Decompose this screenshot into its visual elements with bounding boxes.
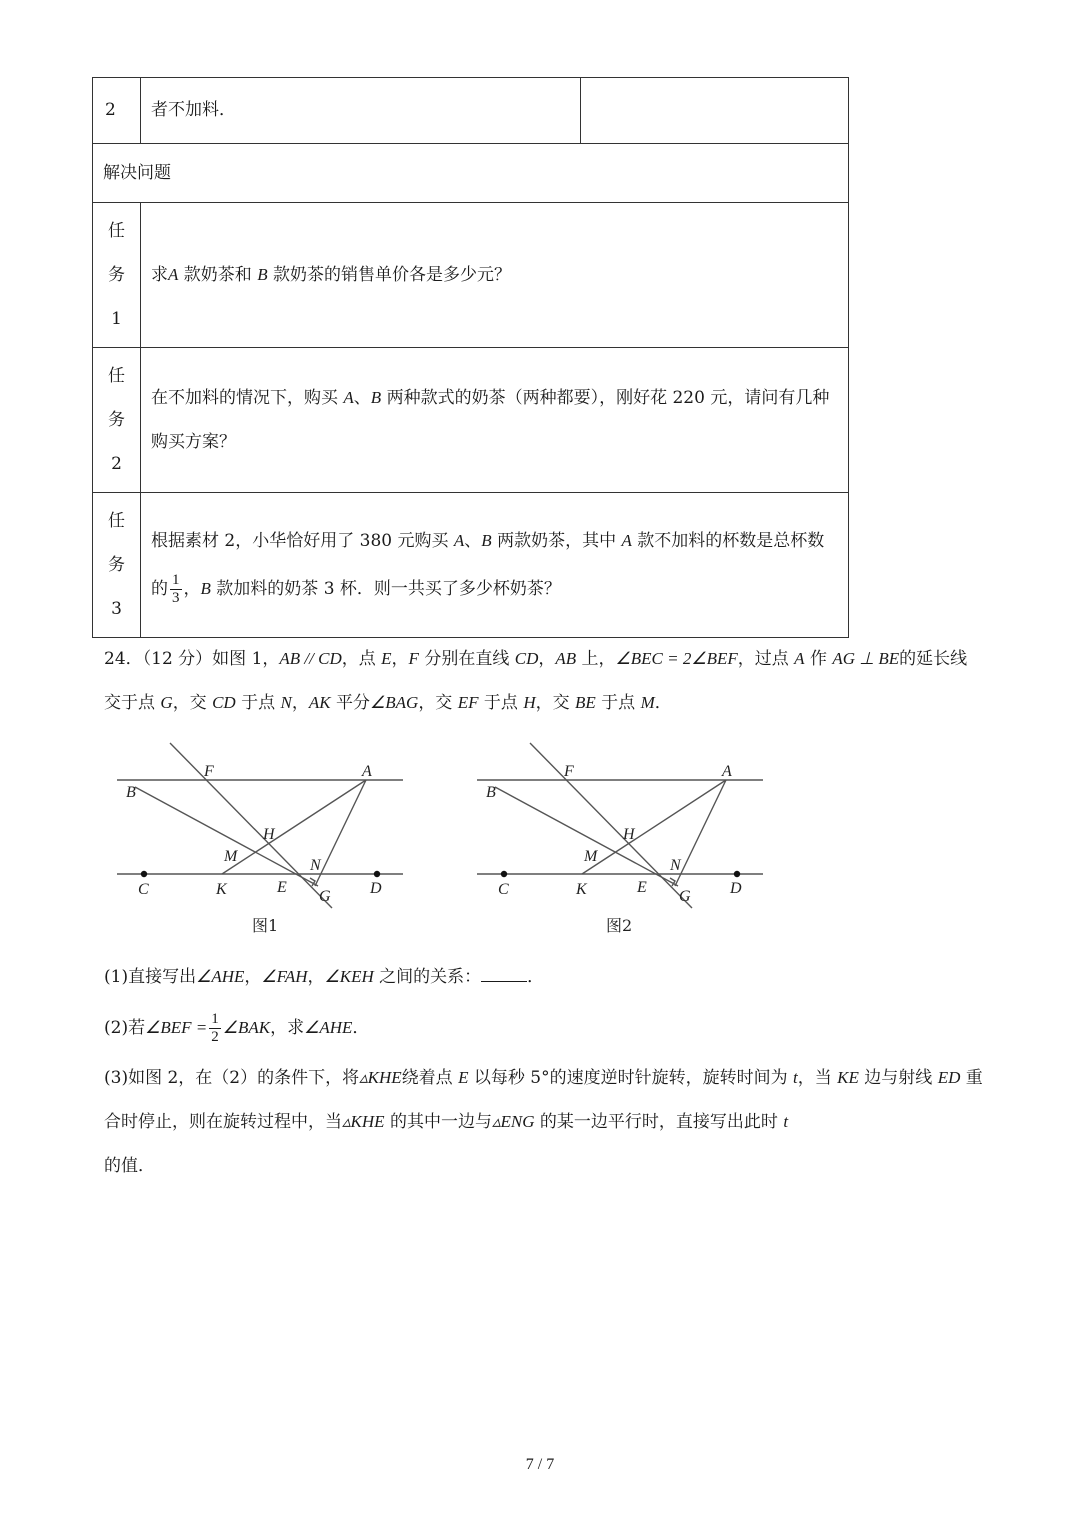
label-h: H [623, 826, 635, 843]
line-ak [582, 780, 726, 874]
label-f: F [204, 763, 214, 780]
task-3-text: 根据素材 2，小华恰好用了 380 元购买 A、B 两款奶茶，其中 A 款不加料的杯数是总杯数的 $\frac{1}{3}$ ，B 款加料的奶茶 3 杯．则一共买了多少杯奶茶？ [141, 493, 849, 638]
point-d [374, 871, 380, 877]
label-n: N [670, 857, 681, 874]
task-label: 任 务 3 [93, 493, 141, 638]
label-b: B [126, 784, 136, 801]
task-label: 任 务 1 [93, 203, 141, 348]
label-a: A [722, 763, 732, 780]
question-1: (1)直接写出∠AHE，∠FAH，∠KEH 之间的关系： ． [104, 955, 984, 999]
table-row [93, 203, 849, 348]
label-k: K [216, 881, 227, 898]
fraction-one-third: $\frac{1}{3}$ [172, 572, 180, 606]
figure-2-caption: 图2 [606, 916, 633, 935]
point-c [141, 871, 147, 877]
label-c: C [138, 881, 149, 898]
row-right-cell [581, 78, 849, 144]
label-d: D [730, 880, 742, 897]
label-c: C [498, 881, 509, 898]
task-label: 任 务 2 [93, 348, 141, 493]
fraction-one-half: $\frac{1}{2}$ [211, 1011, 219, 1045]
point-d [734, 871, 740, 877]
question-2: (2)若∠BEF = $\frac{1}{2}$ ∠BAK，求∠AHE． [104, 1011, 370, 1045]
line-ef [170, 743, 332, 908]
figure-1 [100, 735, 420, 945]
label-k: K [576, 881, 587, 898]
line-ef [530, 743, 692, 908]
figure-1-diagram [100, 735, 420, 945]
table-row [93, 144, 849, 203]
label-m: M [224, 848, 238, 865]
table-row [93, 493, 849, 638]
label-m: M [584, 848, 598, 865]
figure-1-caption: 图1 [252, 916, 279, 935]
table-row [93, 78, 849, 144]
label-d: D [370, 880, 382, 897]
task-1-text: 求A 款奶茶和 B 款奶茶的销售单价各是多少元？ [141, 203, 849, 348]
line-ak [222, 780, 366, 874]
label-e: E [637, 879, 647, 896]
label-e: E [277, 879, 287, 896]
point-c [501, 871, 507, 877]
question-3: (3)如图 2，在（2）的条件下，将▵KHE绕着点 E 以每秒 5°的速度逆时针旋转，旋转时间为 t，当 KE 边与射线 ED 重合时停止，则在旋转过程中，当▵KHE 的其中一边与▵ENG 的某一边平行时，直接写出此时 t 的值． [104, 1068, 983, 1176]
table-row [93, 348, 849, 493]
label-g: G [319, 888, 331, 905]
section-title: 解决问题 [93, 144, 849, 203]
label-n: N [310, 857, 321, 874]
page-number: 7 / 7 [525, 1456, 555, 1473]
row-text: 者不加料． [141, 78, 581, 144]
task-2-text: 在不加料的情况下，购买 A、B 两种款式的奶茶（两种都要），刚好花 220 元，请问有几种购买方案？ [141, 348, 849, 493]
label-f: F [564, 763, 574, 780]
label-g: G [679, 888, 691, 905]
figure-2-diagram [460, 735, 780, 945]
label-b: B [486, 784, 496, 801]
problem-statement: 24．（12 分）如图 1，AB // CD，点 E，F 分别在直线 CD，AB 上，∠BEC = 2∠BEF，过点 A 作 AG ⊥ BE的延长线交于点 G，交 CD 于点 N，AK 平分∠BAG，交 EF 于点 H，交 BE 于点 M． [104, 649, 968, 713]
answer-blank [481, 963, 527, 982]
label-a: A [362, 763, 372, 780]
task-table [92, 77, 849, 638]
row-number: 2 [93, 78, 141, 144]
figure-2 [460, 735, 780, 945]
label-h: H [263, 826, 275, 843]
